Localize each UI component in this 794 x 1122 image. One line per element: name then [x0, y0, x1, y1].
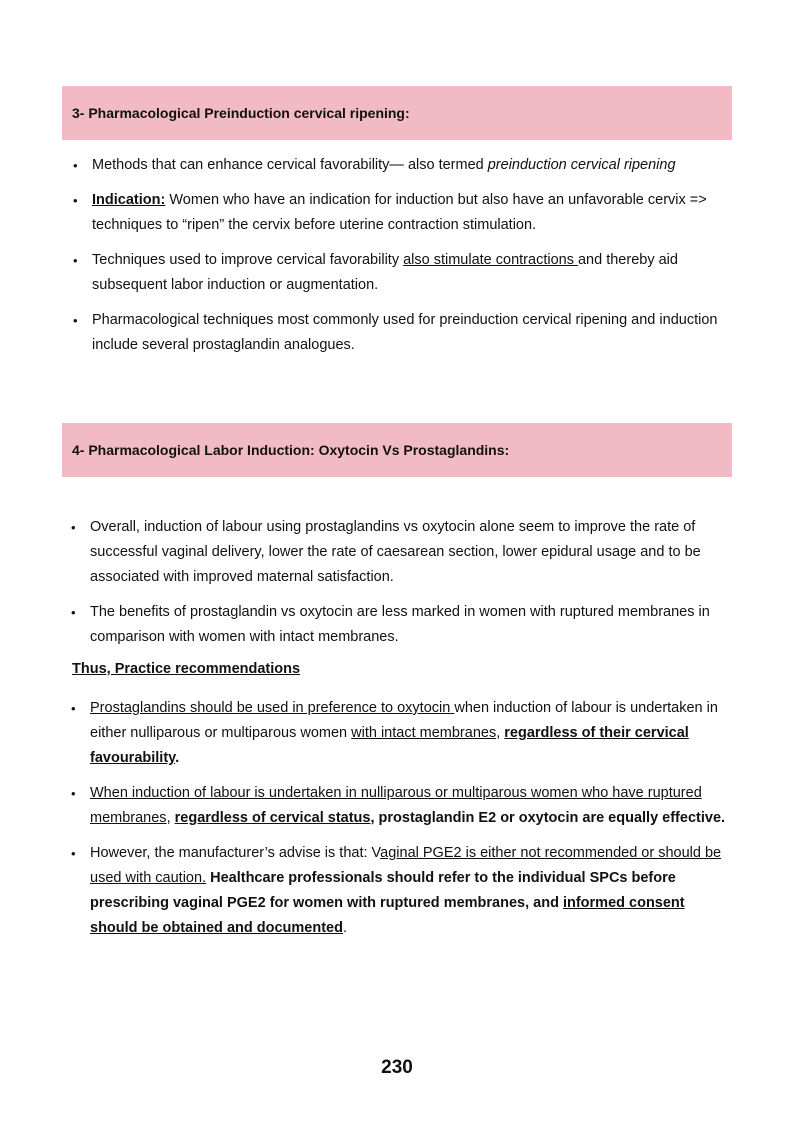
- list-item: • Overall, induction of labour using prostaglandins vs oxytocin alone seem to improve the rate of successful vaginal delivery, lower the rate of caesarean section, lower epidural usage and to be associated with improved maternal satisfaction.: [70, 515, 725, 590]
- section-4-bullet-list: [70, 515, 725, 660]
- page-number: 230: [381, 1057, 413, 1078]
- section-4-heading: 4- Pharmacological Labor Induction: Oxytocin Vs Prostaglandins:: [62, 423, 732, 477]
- list-item: • Pharmacological techniques most commonly used for preinduction cervical ripening and induction include several prostaglandin analogues.: [72, 308, 722, 358]
- section-3-bullet-list: [72, 153, 722, 368]
- section-3-heading: 3- Pharmacological Preinduction cervical ripening:: [62, 86, 732, 140]
- list-item: • However, the manufacturer’s advise is that: Vaginal PGE2 is either not recommended or should be used with caution. Healthcare professionals should refer to the individual SPCs before prescribing vaginal PGE2 for women with ruptured membranes, and informed consent should be obtained and documented.: [70, 841, 730, 941]
- practice-recommendations-subheading: Thus, Practice recommendations: [72, 661, 301, 677]
- list-item: • Indication: Women who have an indication for induction but also have an unfavorable cervix => techniques to “ripen” the cervix before uterine contraction stimulation.: [72, 188, 722, 238]
- list-item: • The benefits of prostaglandin vs oxytocin are less marked in women with ruptured membranes in comparison with women with intact membranes.: [70, 600, 725, 650]
- list-item: • When induction of labour is undertaken in nulliparous or multiparous women who have ruptured membranes, regardless of cervical status, prostaglandin E2 or oxytocin are equally effective.: [70, 781, 730, 831]
- list-item: • Techniques used to improve cervical favorability also stimulate contractions and thereby aid subsequent labor induction or augmentation.: [72, 248, 722, 298]
- list-item: • Prostaglandins should be used in preference to oxytocin when induction of labour is undertaken in either nulliparous or multiparous women with intact membranes, regardless of their cervical favourability.: [70, 696, 730, 771]
- recommendations-list: [70, 696, 730, 951]
- list-item: • Methods that can enhance cervical favorability— also termed preinduction cervical ripening: [72, 153, 722, 178]
